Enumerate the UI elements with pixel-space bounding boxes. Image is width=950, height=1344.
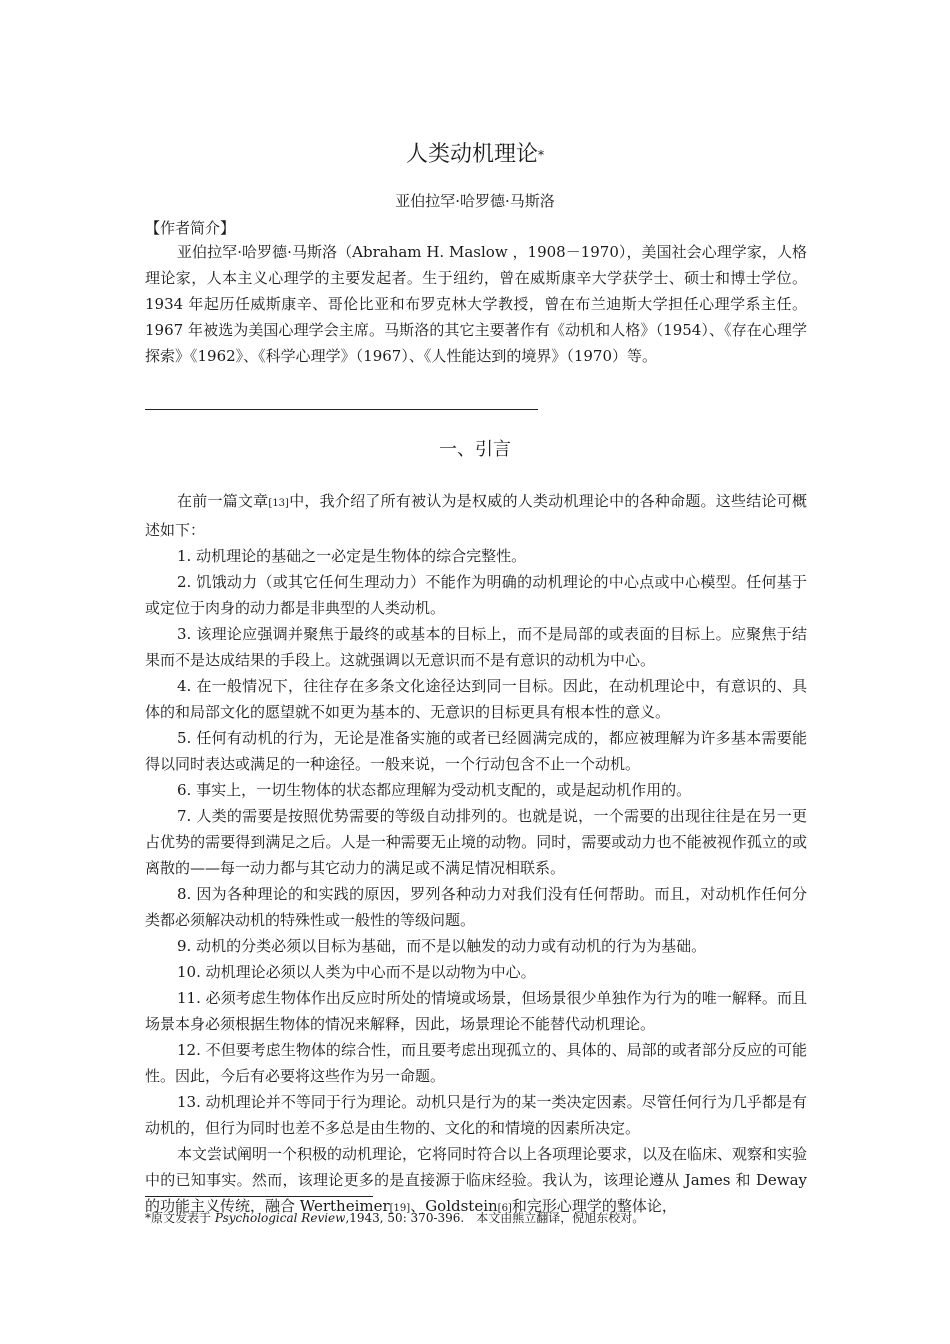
- bio-label: 【作者简介】: [145, 219, 236, 237]
- paper-title-text: 人类动机理论: [405, 142, 538, 167]
- citation-ref: [19]: [389, 1203, 411, 1214]
- footnote-mark: *: [145, 1211, 151, 1225]
- proposition-item: 11. 必须考虑生物体作出反应时所处的情境或场景，但场景很少单独作为行为的唯一解释。而且场景本身必须根据生物体的情况来解释，因此，场景理论不能替代动机理论。: [145, 989, 807, 1033]
- intro-paragraph: [145, 488, 807, 543]
- footnote-separator: [145, 1196, 373, 1197]
- footnote: [145, 1208, 807, 1228]
- bio-separator: [145, 409, 538, 410]
- proposition-item: 4. 在一般情况下，往往存在多条文化途径达到同一目标。因此，在动机理论中，有意识的、具体的和局部文化的愿望就不如更为基本的、无意识的目标更具有根本性的意义。: [145, 677, 807, 721]
- proposition-item: 10. 动机理论必须以人类为中心而不是以动物为中心。: [177, 963, 536, 981]
- translation-note: 本文由熊立翻译，倪旭东校对。: [464, 1211, 645, 1225]
- closing-text-3: 和完形心理学的整体论，: [511, 1197, 677, 1215]
- proposition-item: 7. 人类的需要是按照优势需要的等级自动排列的。也就是说，一个需要的出现往往是在另一更占优势的需要得到满足之后。人是一种需要无止境的动物。同时，需要或动力也不能被视作孤立的或离散的——每一动力都与其它动力的满足或不满足情况相联系。: [145, 807, 807, 877]
- intro-text-start: 在前一篇文章: [177, 492, 269, 510]
- proposition-item: 6. 事实上，一切生物体的状态都应理解为受动机支配的，或是起动机作用的。: [177, 781, 692, 799]
- proposition-item: 8. 因为各种理论的和实践的原因，罗列各种动力对我们没有任何帮助。而且，对动机作任何分类都必须解决动机的特殊性或一般性的等级问题。: [145, 885, 807, 929]
- body-text: [145, 488, 807, 1222]
- proposition-item: 1. 动机理论的基础之一必定是生物体的综合完整性。: [177, 547, 527, 565]
- proposition-item: 5. 任何有动机的行为，无论是准备实施的或者已经圆满完成的，都应被理解为许多基本需要能得以同时表达或满足的一种途径。一般来说，一个行动包含不止一个动机。: [145, 729, 807, 773]
- journal-citation: ,1943, 50: 370-396.: [345, 1211, 465, 1225]
- proposition-item: 12. 不但要考虑生物体的综合性，而且要考虑出现孤立的、具体的、局部的或者部分反应的可能性。因此，今后有必要将这些作为另一命题。: [145, 1041, 807, 1085]
- intro-text-end: 中，我介绍了所有被认为是权威的人类动机理论中的各种命题。这些结论可概述如下：: [145, 492, 807, 539]
- closing-text-1: 本文尝试阐明一个积极的动机理论，它将同时符合以上各项理论要求，以及在临床、观察和实验中的已知事实。然而，该理论更多的是直接源于临床经验。我认为，该理论遵从 James 和 Deway 的功能主义传统，融合 Wertheimer: [145, 1145, 808, 1215]
- citation-ref: [6]: [497, 1203, 512, 1214]
- closing-text-2: 、Goldstein: [410, 1197, 498, 1215]
- section-heading: 一、引言: [439, 439, 511, 460]
- title-footnote-mark: *: [538, 148, 544, 162]
- journal-name: Psychological Review: [214, 1211, 346, 1225]
- proposition-item: 13. 动机理论并不等同于行为理论。动机只是行为的某一类决定因素。尽管任何行为几乎都是有动机的，但行为同时也差不多总是由生物的、文化的和情境的因素所决定。: [145, 1093, 807, 1137]
- citation-ref: [13]: [268, 498, 289, 509]
- proposition-item: 2. 饥饿动力（或其它任何生理动力）不能作为明确的动机理论的中心点或中心模型。任何基于或定位于肉身的动力都是非典型的人类动机。: [145, 573, 807, 617]
- author-name: 亚伯拉罕·哈罗德·马斯洛: [395, 192, 555, 210]
- proposition-item: 3. 该理论应强调并聚焦于最终的或基本的目标上，而不是局部的或表面的目标上。应聚焦于结果而不是达成结果的手段上。这就强调以无意识而不是有意识的动机为中心。: [145, 625, 807, 669]
- footnote-prefix: 原文发表于: [151, 1211, 215, 1225]
- paper-title: [0, 140, 950, 170]
- author-bio: 亚伯拉罕·哈罗德·马斯洛（Abraham H. Maslow ，1908－1970），美国社会心理学家，人格理论家，人本主义心理学的主要发起者。生于纽约，曾在威斯康辛大学获学士、硕士和博士学位。1934 年起历任威斯康辛、哥伦比亚和布罗克林大学教授，曾在布兰迪斯大学担任心理学系主任。1967 年被选为美国心理学会主席。马斯洛的其它主要著作有《动机和人格》（1954）、《存在心理学探索》《1962》、《科学心理学》（1967）、《人性能达到的境界》（1970）等。: [145, 243, 807, 365]
- proposition-item: 9. 动机的分类必须以目标为基础，而不是以触发的动力或有动机的行为为基础。: [177, 937, 707, 955]
